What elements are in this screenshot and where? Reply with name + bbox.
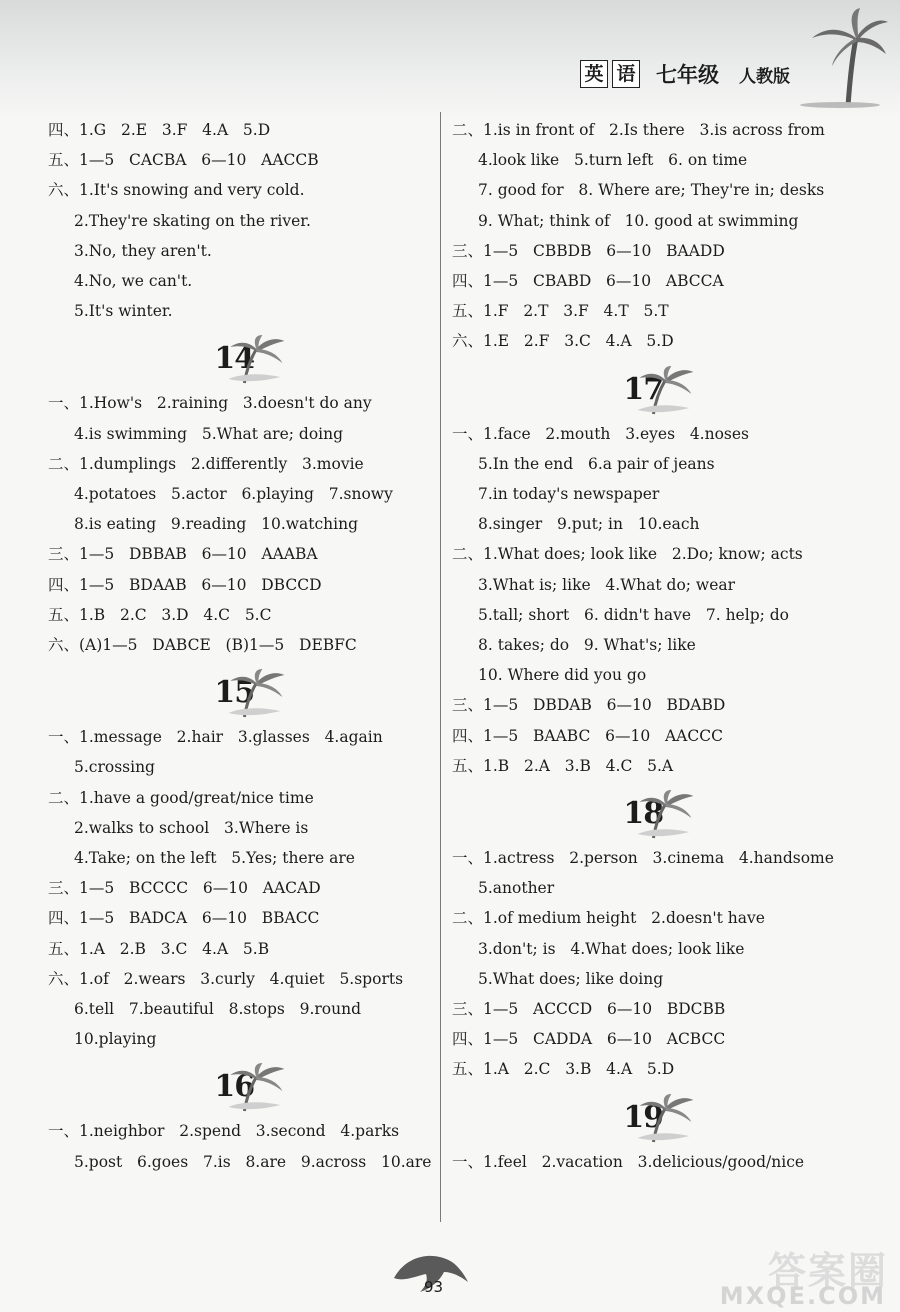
palm-tree-icon	[224, 669, 286, 719]
answer-line: 4.is swimming 5.What are; doing	[74, 424, 344, 443]
subject-char: 语	[612, 60, 640, 88]
section-number: 18	[623, 796, 664, 831]
answer-line: 3.What is; like 4.What do; wear	[478, 575, 736, 594]
answer-line: 5.What does; like doing	[478, 969, 664, 988]
section-number: 14	[214, 341, 255, 377]
answer-line: 四、1.G 2.E 3.F 4.A 5.D	[48, 121, 271, 139]
answer-line: 五、1.F 2.T 3.F 4.T 5.T	[452, 302, 669, 321]
answer-line: 四、1—5 CADDA 6—10 ACBCC	[452, 1030, 726, 1049]
section-number: 16	[214, 1069, 255, 1105]
palm-tree-icon	[633, 1094, 695, 1144]
answer-line: 2.walks to school 3.Where is	[74, 818, 309, 837]
answer-line: 三、1—5 DBBAB 6—10 AAABA	[48, 545, 318, 564]
answer-line: 9. What; think of 10. good at swimming	[478, 211, 799, 230]
answer-line: 5.another	[478, 879, 555, 898]
section-heading	[452, 1094, 852, 1144]
watermark-url: MXQE.COM	[719, 1282, 886, 1310]
watermark: 答案圈	[767, 1249, 888, 1293]
answer-line: 六、1.It's snowing and very cold.	[48, 181, 305, 200]
answer-line: 二、1.of medium height 2.doesn't have	[452, 909, 765, 928]
section-heading	[452, 366, 852, 416]
answer-line: 4.potatoes 5.actor 6.playing 7.snowy	[74, 485, 393, 503]
answer-line: 一、1.How's 2.raining 3.doesn't do any	[48, 394, 372, 413]
answer-line: 3.No, they aren't.	[74, 241, 212, 260]
section-heading	[48, 335, 438, 385]
page-number: 93	[424, 1278, 444, 1296]
answer-line: 8.is eating 9.reading 10.watching	[74, 515, 359, 534]
answer-line: 四、1—5 BAABC 6—10 AACCC	[452, 726, 723, 745]
answer-line: 4.Take; on the left 5.Yes; there are	[74, 849, 355, 867]
palm-tree-icon	[800, 8, 890, 108]
section-number: 17	[623, 371, 664, 407]
answer-line: 四、1—5 BADCA 6—10 BBACC	[48, 909, 320, 928]
column-divider	[440, 112, 441, 1222]
subject-label	[580, 60, 640, 88]
answer-line: 二、1.is in front of 2.Is there 3.is across from	[452, 121, 825, 139]
answer-line: 一、1.face 2.mouth 3.eyes 4.noses	[452, 424, 750, 443]
section-number: 19	[623, 1099, 664, 1135]
answer-line: 五、1.A 2.C 3.B 4.A 5.D	[452, 1060, 675, 1079]
palm-tree-icon	[633, 790, 695, 840]
answer-line: 一、1.feel 2.vacation 3.delicious/good/nice	[452, 1152, 805, 1171]
answer-line: 二、1.dumplings 2.differently 3.movie	[48, 454, 364, 473]
answer-line: 10. Where did you go	[478, 666, 647, 685]
answer-line: 三、1—5 ACCCD 6—10 BDCBB	[452, 1000, 726, 1018]
answer-line: 5.crossing	[74, 758, 155, 777]
answer-line: 7. good for 8. Where are; They're in; desks	[478, 181, 825, 200]
answer-line: 8. takes; do 9. What's; like	[478, 636, 696, 654]
answer-line: 5.It's winter.	[74, 302, 173, 321]
answer-line: 一、1.neighbor 2.spend 3.second 4.parks	[48, 1122, 400, 1141]
answer-line: 四、1—5 CBABD 6—10 ABCCA	[452, 272, 724, 290]
answer-line: 三、1—5 CBBDB 6—10 BAADD	[452, 241, 725, 260]
answer-line: 六、1.of 2.wears 3.curly 4.quiet 5.sports	[48, 969, 404, 988]
section-heading	[48, 1063, 438, 1113]
answer-line: 5.tall; short 6. didn't have 7. help; do	[478, 605, 790, 624]
page-header	[580, 58, 790, 90]
answer-line: 二、1.have a good/great/nice time	[48, 788, 314, 807]
section-number: 15	[214, 675, 255, 711]
answer-line: 五、1.A 2.B 3.C 4.A 5.B	[48, 939, 270, 958]
answer-line: 一、1.actress 2.person 3.cinema 4.handsome	[452, 849, 834, 867]
section-heading	[452, 790, 852, 840]
palm-tree-icon	[224, 335, 286, 385]
answer-line: 三、1—5 DBDAB 6—10 BDABD	[452, 696, 726, 715]
answer-line: 四、1—5 BDAAB 6—10 DBCCD	[48, 575, 322, 594]
answer-line: 5.In the end 6.a pair of jeans	[478, 454, 715, 473]
answer-line: 二、1.What does; look like 2.Do; know; acts	[452, 545, 803, 564]
palm-tree-icon	[224, 1063, 286, 1113]
subject-char: 英	[580, 60, 608, 88]
section-heading	[48, 669, 438, 719]
answer-line: 五、1.B 2.C 3.D 4.C 5.C	[48, 605, 272, 624]
grade-label: 七年级	[656, 62, 719, 87]
answer-line: 2.They're skating on the river.	[74, 211, 311, 230]
answer-line: 五、1—5 CACBA 6—10 AACCB	[48, 151, 319, 170]
answer-line: 4.No, we can't.	[74, 272, 193, 290]
answer-line: 7.in today's newspaper	[478, 485, 660, 503]
answer-line: 六、1.E 2.F 3.C 4.A 5.D	[452, 332, 674, 351]
answer-line: 5.post 6.goes 7.is 8.are 9.across 10.are	[74, 1152, 432, 1171]
answer-line: 三、1—5 BCCCC 6—10 AACAD	[48, 879, 321, 898]
answer-line: 六、(A)1—5 DABCE (B)1—5 DEBFC	[48, 636, 357, 654]
answer-line: 8.singer 9.put; in 10.each	[478, 515, 700, 534]
answer-line: 3.don't; is 4.What does; look like	[478, 939, 745, 958]
palm-tree-icon	[633, 366, 695, 416]
answer-line: 6.tell 7.beautiful 8.stops 9.round	[74, 1000, 362, 1018]
answer-line: 一、1.message 2.hair 3.glasses 4.again	[48, 728, 383, 747]
answer-line: 五、1.B 2.A 3.B 4.C 5.A	[452, 756, 674, 775]
edition-label: 人教版	[739, 66, 790, 87]
answer-line: 10.playing	[74, 1030, 157, 1049]
answer-line: 4.look like 5.turn left 6. on time	[478, 151, 748, 170]
